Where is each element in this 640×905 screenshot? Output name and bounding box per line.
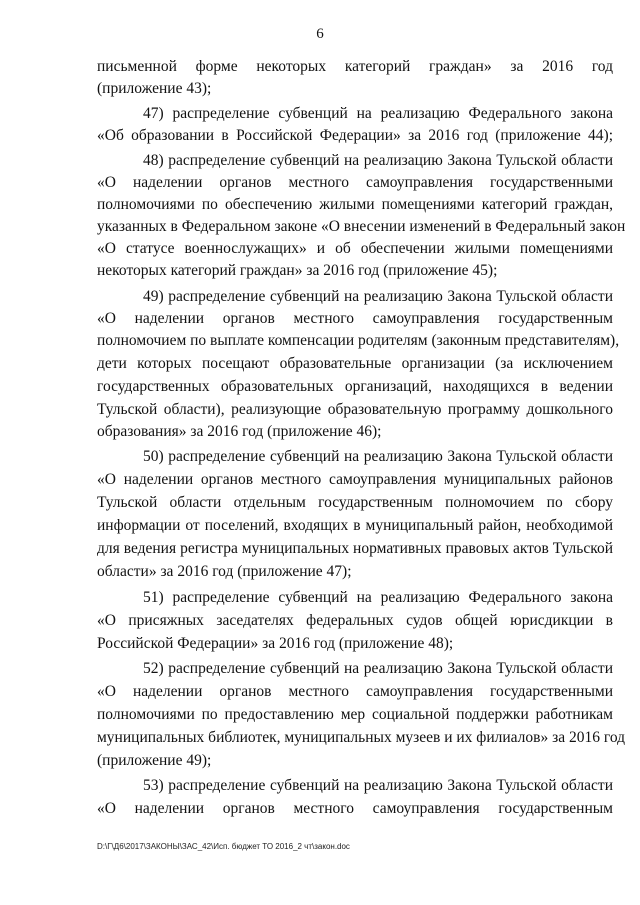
text-line: письменной форме некоторых категорий граждан» за 2016 год xyxy=(97,58,613,75)
text-line: информации от поселений, входящих в муниципальный район, необходимой xyxy=(97,517,613,534)
text-line: Тульской области отдельным государственным полномочием по сбору xyxy=(97,494,613,511)
page-number: 6 xyxy=(316,26,324,42)
text-line: области» за 2016 год (приложение 47); xyxy=(97,563,352,580)
text-line: некоторых категорий граждан» за 2016 год (приложение 45); xyxy=(97,262,498,279)
text-line: «О наделении органов местного самоуправления государственными xyxy=(97,174,613,191)
text-line: для ведения регистра муниципальных нормативных правовых актов Тульской xyxy=(97,540,613,557)
file-path-footer: D:\Г\Д6\2017\ЗАКОНЫ\ЗАС_42\Исп. бюджет ТО 2016_2 чт\закон.doc xyxy=(97,842,350,851)
text-line: «О наделении органов местного самоуправления государственным xyxy=(97,310,613,327)
text-line: 53) распределение субвенций на реализацию Закона Тульской области xyxy=(143,777,613,794)
text-line: «О присяжных заседателях федеральных судов общей юрисдикции в xyxy=(97,612,613,629)
text-line: полномочием по выплате компенсации родителям (законным представителям), xyxy=(97,332,620,349)
text-line: «О статусе военнослужащих» и об обеспечении жилыми помещениями xyxy=(97,240,613,257)
text-line: (приложение 49); xyxy=(97,752,212,769)
text-line: «О наделении органов местного самоуправления государственными xyxy=(97,683,613,700)
text-line: образования» за 2016 год (приложение 46); xyxy=(97,423,382,440)
text-line: (приложение 43); xyxy=(97,80,212,97)
text-line: государственных образовательных организаций, находящихся в ведении xyxy=(97,378,613,395)
text-line: указанных в Федеральном законе «О внесении изменений в Федеральный закон xyxy=(97,218,626,235)
text-line: 47) распределение субвенций на реализацию Федерального закона xyxy=(143,105,613,122)
text-line: 49) распределение субвенций на реализацию Закона Тульской области xyxy=(143,288,613,305)
text-line: «О наделении органов местного самоуправления государственным xyxy=(97,800,613,817)
text-line: полномочиями по предоставлению мер социальной поддержки работникам xyxy=(97,706,613,723)
text-line: Российской Федерации» за 2016 год (приложение 48); xyxy=(97,635,454,652)
text-line: 48) распределение субвенций на реализацию Закона Тульской области xyxy=(143,152,613,169)
text-line: 52) распределение субвенций на реализацию Закона Тульской области xyxy=(143,660,613,677)
text-line: муниципальных библиотек, муниципальных музеев и их филиалов» за 2016 год xyxy=(97,729,626,746)
text-line: дети которых посещают образовательные организации (за исключением xyxy=(97,355,613,372)
text-line: «О наделении органов местного самоуправления муниципальных районов xyxy=(97,471,613,488)
text-line: «Об образовании в Российской Федерации» за 2016 год (приложение 44); xyxy=(97,127,613,144)
text-line: Тульской области), реализующие образовательную программу дошкольного xyxy=(97,401,613,418)
text-line: полномочиями по обеспечению жилыми помещениями категорий граждан, xyxy=(97,196,613,213)
text-line: 51) распределение субвенций на реализацию Федерального закона xyxy=(143,589,613,606)
text-line: 50) распределение субвенций на реализацию Закона Тульской области xyxy=(143,448,613,465)
